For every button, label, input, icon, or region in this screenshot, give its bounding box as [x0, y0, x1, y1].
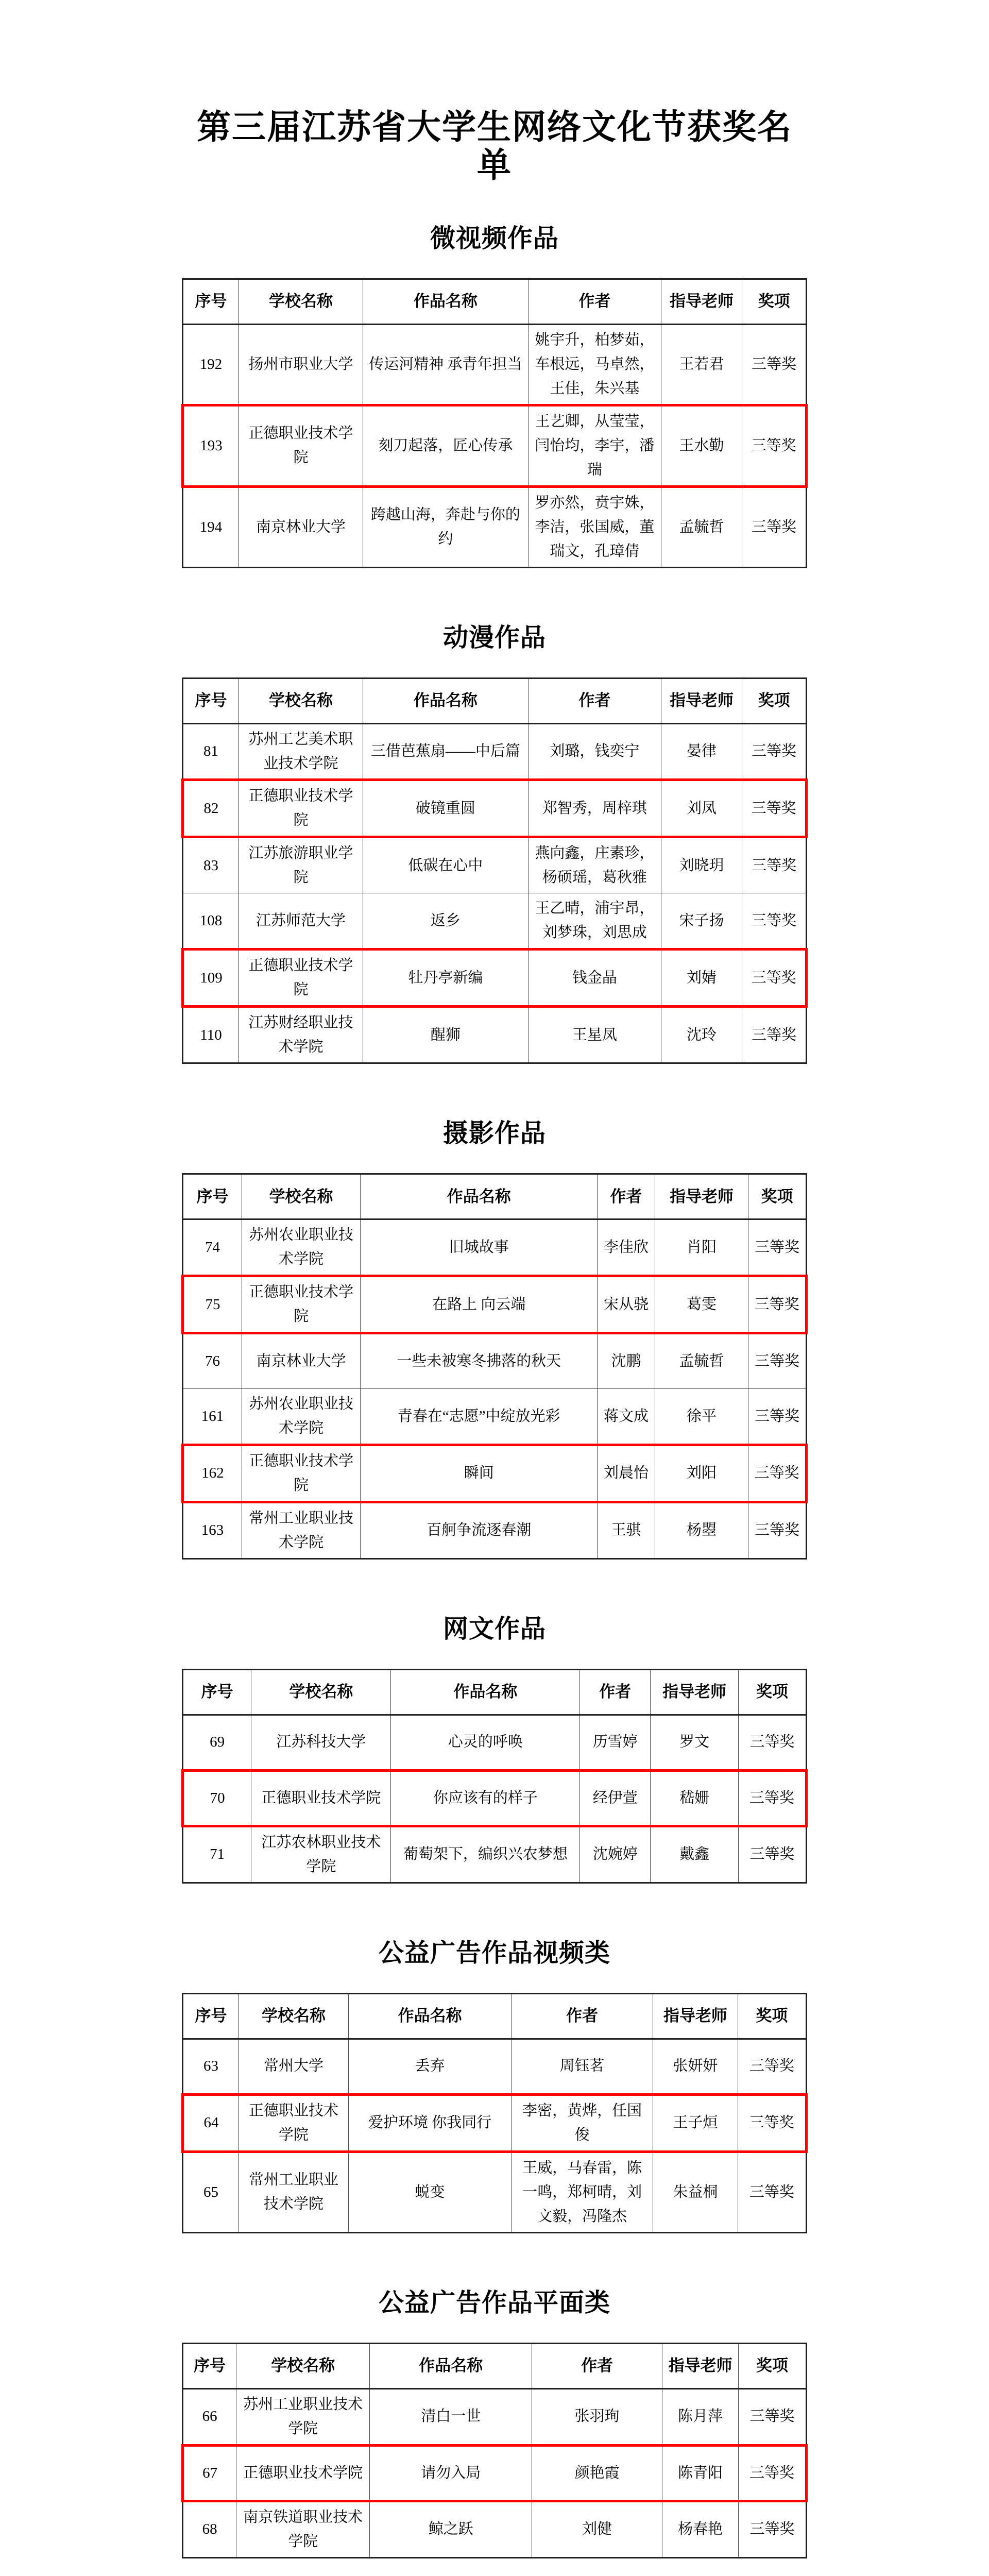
cell-school: 南京铁道职业技术学院: [236, 2501, 370, 2557]
cell-work: 请勿入局: [370, 2445, 532, 2501]
cell-work: 爱护环境 你我同行: [349, 2094, 511, 2151]
cell-authors: 王威，马春雷，陈一鸣，郑柯晴，刘文毅，冯隆杰: [511, 2151, 653, 2232]
table-row: [183, 1502, 807, 1558]
table-row: [183, 723, 807, 780]
cell-school: 正德职业技术学院: [242, 1445, 361, 1502]
awards-table: [181, 677, 808, 1064]
column-header: 序号: [183, 1174, 242, 1219]
cell-authors: 刘璐，钱奕宁: [528, 723, 661, 780]
table-row: [183, 1826, 807, 1883]
cell-school: 正德职业技术学院: [238, 780, 363, 837]
cell-award: 三等奖: [742, 893, 807, 950]
column-header: 奖项: [748, 1174, 807, 1219]
highlighted-table-row: [183, 950, 807, 1007]
cell-teacher: 孟毓哲: [655, 1333, 748, 1389]
section-title: 公益广告作品平面类: [378, 2289, 610, 2317]
column-header: 学校名称: [236, 2343, 370, 2388]
cell-school: 正德职业技术学院: [251, 1770, 391, 1826]
cell-work: 百舸争流逐春潮: [361, 1502, 598, 1558]
cell-work: 一些未被寒冬拂落的秋天: [361, 1333, 598, 1389]
cell-no: 163: [183, 1502, 242, 1558]
column-header: 作品名称: [349, 1993, 511, 2039]
column-header: 学校名称: [251, 1669, 391, 1715]
cell-teacher: 罗文: [651, 1715, 739, 1770]
column-header: 序号: [183, 2343, 236, 2388]
table-row: [183, 1715, 807, 1770]
section-title: 动漫作品: [442, 623, 546, 652]
column-header: 奖项: [738, 2343, 806, 2388]
table-row: [183, 1007, 807, 1063]
column-header: 作者: [511, 1993, 653, 2039]
cell-work: 旧城故事: [361, 1219, 598, 1276]
column-header: 指导老师: [653, 1993, 738, 2039]
awards-table: [181, 278, 808, 568]
cell-authors: 沈鹏: [598, 1333, 655, 1389]
cell-school: 江苏师范大学: [238, 893, 363, 950]
cell-authors: 王乙晴，浦宇昂，刘梦珠，刘思成: [528, 893, 661, 950]
cell-school: 常州工业职业技术学院: [242, 1502, 361, 1558]
column-header: 指导老师: [661, 678, 742, 723]
cell-award: 三等奖: [738, 1826, 806, 1883]
cell-work: 破镜重圆: [363, 780, 528, 837]
cell-award: 三等奖: [748, 1389, 807, 1445]
highlighted-table-row: [183, 1445, 807, 1502]
cell-authors: 姚宇升，柏梦茹，车根远，马卓然，王佳，朱兴基: [528, 324, 661, 405]
cell-no: 81: [183, 723, 239, 780]
cell-teacher: 刘晓玥: [661, 837, 742, 893]
awards-table: [181, 1173, 808, 1560]
cell-school: 南京林业大学: [242, 1333, 361, 1389]
cell-work: 低碳在心中: [363, 837, 528, 893]
cell-teacher: 王若君: [661, 324, 742, 405]
cell-teacher: 朱益桐: [653, 2151, 738, 2232]
cell-work: 青春在“志愿”中绽放光彩: [361, 1389, 598, 1445]
cell-authors: 王星凤: [528, 1007, 661, 1063]
column-header: 序号: [183, 279, 239, 324]
cell-no: 66: [183, 2388, 236, 2445]
cell-work: 牡丹亭新编: [363, 950, 528, 1007]
cell-school: 江苏农林职业技术学院: [251, 1826, 391, 1883]
column-header: 指导老师: [651, 1669, 739, 1715]
cell-no: 161: [183, 1389, 242, 1445]
cell-school: 正德职业技术学院: [238, 405, 363, 486]
cell-no: 162: [183, 1445, 242, 1502]
cell-award: 三等奖: [742, 780, 807, 837]
column-header: 作品名称: [370, 2343, 532, 2388]
cell-authors: 钱金晶: [528, 950, 661, 1007]
cell-no: 65: [183, 2151, 239, 2232]
cell-teacher: 陈月萍: [662, 2388, 739, 2445]
table-row: [183, 2039, 807, 2094]
cell-award: 三等奖: [738, 2388, 806, 2445]
cell-award: 三等奖: [738, 1770, 806, 1826]
cell-award: 三等奖: [748, 1333, 807, 1389]
cell-no: 74: [183, 1219, 242, 1276]
cell-award: 三等奖: [748, 1445, 807, 1502]
section-title: 摄影作品: [442, 1120, 546, 1148]
cell-no: 193: [183, 405, 239, 486]
cell-teacher: 徐平: [655, 1389, 748, 1445]
cell-no: 64: [183, 2094, 239, 2151]
highlighted-table-row: [183, 1276, 807, 1333]
column-header: 学校名称: [238, 279, 363, 324]
header-row: [183, 1669, 807, 1715]
header-row: [183, 678, 807, 723]
cell-school: 正德职业技术学院: [242, 1276, 361, 1333]
cell-work: 丢弃: [349, 2039, 511, 2094]
cell-work: 返乡: [363, 893, 528, 950]
cell-teacher: 刘阳: [655, 1445, 748, 1502]
cell-no: 194: [183, 486, 239, 567]
column-header: 作者: [528, 678, 661, 723]
column-header: 奖项: [738, 1993, 806, 2039]
column-header: 学校名称: [238, 678, 363, 723]
cell-authors: 燕向鑫，庄素珍，杨硕瑶，葛秋雅: [528, 837, 661, 893]
cell-no: 68: [183, 2501, 236, 2557]
cell-no: 192: [183, 324, 239, 405]
cell-award: 三等奖: [742, 950, 807, 1007]
cell-award: 三等奖: [742, 486, 807, 567]
cell-authors: 李佳欣: [598, 1219, 655, 1276]
column-header: 序号: [183, 1993, 239, 2039]
cell-school: 南京林业大学: [238, 486, 363, 567]
cell-no: 82: [183, 780, 239, 837]
cell-award: 三等奖: [738, 2151, 806, 2232]
cell-teacher: 杨曌: [655, 1502, 748, 1558]
cell-work: 蜕变: [349, 2151, 511, 2232]
header-row: [183, 1174, 807, 1219]
cell-school: 常州工业职业技术学院: [238, 2151, 348, 2232]
cell-teacher: 王子烜: [653, 2094, 738, 2151]
table-row: [183, 1219, 807, 1276]
cell-award: 三等奖: [748, 1276, 807, 1333]
column-header: 序号: [183, 678, 239, 723]
cell-work: 传运河精神 承青年担当: [363, 324, 528, 405]
cell-award: 三等奖: [738, 2039, 806, 2094]
page-title: 第三届江苏省大学生网络文化节获奖名单: [197, 108, 792, 184]
cell-work: 你应该有的样子: [391, 1770, 580, 1826]
cell-award: 三等奖: [738, 1715, 806, 1770]
cell-award: 三等奖: [742, 324, 807, 405]
header-row: [183, 2343, 807, 2388]
column-header: 奖项: [742, 279, 807, 324]
cell-teacher: 晏律: [661, 723, 742, 780]
awards-table: [181, 1993, 808, 2233]
cell-authors: 郑智秀，周梓琪: [528, 780, 661, 837]
highlighted-table-row: [183, 2094, 807, 2151]
cell-award: 三等奖: [738, 2445, 806, 2501]
cell-school: 扬州市职业大学: [238, 324, 363, 405]
cell-no: 70: [183, 1770, 251, 1826]
column-header: 作者: [532, 2343, 662, 2388]
cell-award: 三等奖: [748, 1502, 807, 1558]
column-header: 作者: [598, 1174, 655, 1219]
cell-award: 三等奖: [738, 2501, 806, 2557]
cell-authors: 历雪婷: [580, 1715, 651, 1770]
cell-award: 三等奖: [738, 2094, 806, 2151]
sections-container: [181, 218, 808, 2576]
cell-work: 心灵的呼唤: [391, 1715, 580, 1770]
cell-teacher: 王水勤: [661, 405, 742, 486]
column-header: 作品名称: [363, 279, 528, 324]
cell-work: 刻刀起落，匠心传承: [363, 405, 528, 486]
cell-work: 鲸之跃: [370, 2501, 532, 2557]
highlighted-table-row: [183, 405, 807, 486]
cell-work: 葡萄架下，编织兴农梦想: [391, 1826, 580, 1883]
cell-no: 83: [183, 837, 239, 893]
cell-authors: 王骐: [598, 1502, 655, 1558]
cell-work: 瞬间: [361, 1445, 598, 1502]
section-title: 公益广告作品视频类: [378, 1939, 610, 1967]
cell-teacher: 孟毓哲: [661, 486, 742, 567]
column-header: 指导老师: [655, 1174, 748, 1219]
cell-school: 江苏旅游职业学院: [238, 837, 363, 893]
awards-table: [181, 1669, 808, 1884]
table-row: [183, 486, 807, 567]
table-row: [183, 837, 807, 893]
column-header: 奖项: [742, 678, 807, 723]
cell-authors: 宋从骁: [598, 1276, 655, 1333]
column-header: 奖项: [738, 1669, 806, 1715]
cell-teacher: 张妍妍: [653, 2039, 738, 2094]
cell-award: 三等奖: [742, 1007, 807, 1063]
cell-school: 苏州农业职业技术学院: [242, 1219, 361, 1276]
cell-teacher: 肖阳: [655, 1219, 748, 1276]
cell-school: 正德职业技术学院: [236, 2445, 370, 2501]
table-row: [183, 1333, 807, 1389]
cell-teacher: 杨春艳: [662, 2501, 739, 2557]
column-header: 作者: [580, 1669, 651, 1715]
cell-award: 三等奖: [742, 723, 807, 780]
column-header: 作者: [528, 279, 661, 324]
header-row: [183, 1993, 807, 2039]
cell-authors: 周钰茗: [511, 2039, 653, 2094]
table-row: [183, 2151, 807, 2232]
cell-work: 清白一世: [370, 2388, 532, 2445]
cell-teacher: 陈青阳: [662, 2445, 739, 2501]
cell-authors: 刘健: [532, 2501, 662, 2557]
column-header: 序号: [183, 1669, 251, 1715]
cell-work: 醒狮: [363, 1007, 528, 1063]
cell-school: 江苏财经职业技术学院: [238, 1007, 363, 1063]
cell-award: 三等奖: [742, 837, 807, 893]
cell-teacher: 戴鑫: [651, 1826, 739, 1883]
header-row: [183, 279, 807, 324]
cell-no: 109: [183, 950, 239, 1007]
column-header: 学校名称: [242, 1174, 361, 1219]
cell-school: 正德职业技术学院: [238, 2094, 348, 2151]
cell-school: 苏州农业职业技术学院: [242, 1389, 361, 1445]
cell-work: 在路上 向云端: [361, 1276, 598, 1333]
cell-no: 71: [183, 1826, 251, 1883]
column-header: 作品名称: [391, 1669, 580, 1715]
column-header: 学校名称: [238, 1993, 348, 2039]
cell-authors: 沈婉婷: [580, 1826, 651, 1883]
column-header: 作品名称: [361, 1174, 598, 1219]
table-row: [183, 1389, 807, 1445]
cell-authors: 刘晨怡: [598, 1445, 655, 1502]
cell-authors: 罗亦然，贲宇姝，李洁，张国威，董瑞文，孔璋倩: [528, 486, 661, 567]
cell-teacher: 刘婧: [661, 950, 742, 1007]
cell-authors: 蒋文成: [598, 1389, 655, 1445]
cell-no: 110: [183, 1007, 239, 1063]
cell-teacher: 沈玲: [661, 1007, 742, 1063]
cell-award: 三等奖: [742, 405, 807, 486]
cell-work: 三借芭蕉扇——中后篇: [363, 723, 528, 780]
table-row: [183, 893, 807, 950]
cell-authors: 李密，黄烨，任国俊: [511, 2094, 653, 2151]
cell-authors: 王艺卿，从莹莹，闫怡均，李宇，潘瑞: [528, 405, 661, 486]
cell-award: 三等奖: [748, 1219, 807, 1276]
cell-no: 63: [183, 2039, 239, 2094]
cell-no: 69: [183, 1715, 251, 1770]
highlighted-table-row: [183, 780, 807, 837]
cell-no: 75: [183, 1276, 242, 1333]
cell-no: 67: [183, 2445, 236, 2501]
cell-school: 正德职业技术学院: [238, 950, 363, 1007]
table-row: [183, 324, 807, 405]
table-row: [183, 2388, 807, 2445]
highlighted-table-row: [183, 1770, 807, 1826]
cell-school: 江苏科技大学: [251, 1715, 391, 1770]
column-header: 作品名称: [363, 678, 528, 723]
award-document: [181, 0, 808, 2576]
cell-no: 108: [183, 893, 239, 950]
cell-teacher: 宋子扬: [661, 893, 742, 950]
cell-teacher: 嵇姗: [651, 1770, 739, 1826]
highlighted-table-row: [183, 2445, 807, 2501]
column-header: 指导老师: [662, 2343, 739, 2388]
cell-no: 76: [183, 1333, 242, 1389]
cell-teacher: 葛雯: [655, 1276, 748, 1333]
section-title: 网文作品: [442, 1615, 546, 1643]
cell-school: 苏州工业职业技术学院: [236, 2388, 370, 2445]
cell-teacher: 刘凤: [661, 780, 742, 837]
column-header: 指导老师: [661, 279, 742, 324]
cell-authors: 颜艳霞: [532, 2445, 662, 2501]
cell-school: 常州大学: [238, 2039, 348, 2094]
table-row: [183, 2501, 807, 2557]
cell-school: 苏州工艺美术职业技术学院: [238, 723, 363, 780]
awards-table: [181, 2343, 808, 2558]
cell-work: 跨越山海，奔赴与你的约: [363, 486, 528, 567]
cell-authors: 张羽珣: [532, 2388, 662, 2445]
cell-authors: 经伊萱: [580, 1770, 651, 1826]
section-title: 微视频作品: [430, 224, 559, 252]
